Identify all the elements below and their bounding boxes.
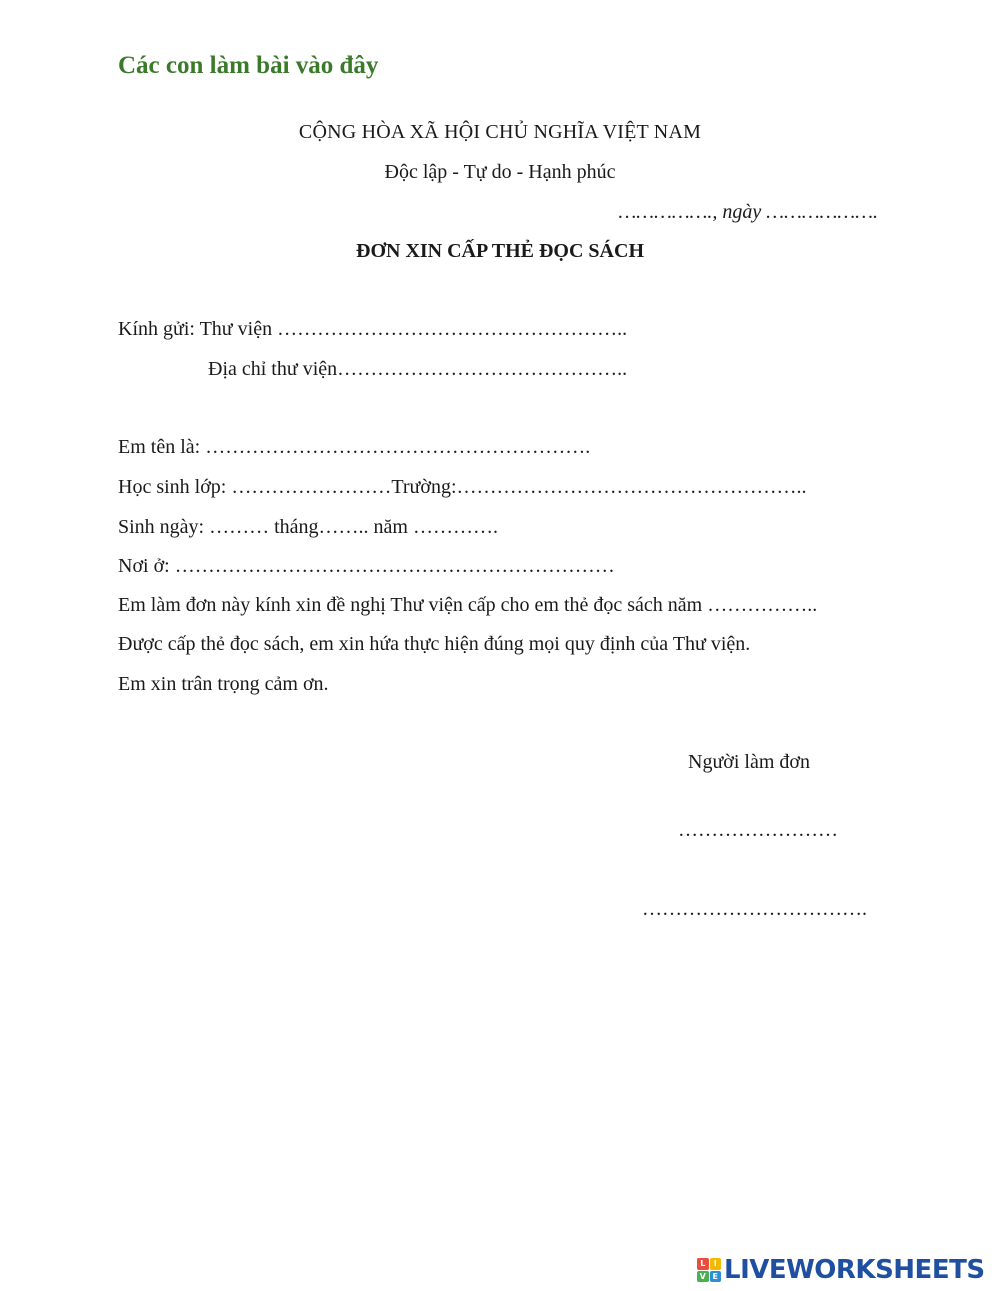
liveworksheets-logo xyxy=(697,1255,985,1285)
liveworksheets-logo-icon xyxy=(697,1258,721,1282)
promise-sentence: Được cấp thẻ đọc sách, em xin hứa thực hiện đúng mọi quy định của Thư viện. xyxy=(118,633,751,655)
liveworksheets-logo-text: LIVEWORKSHEETS xyxy=(724,1255,985,1285)
thanks-sentence: Em xin trân trọng cảm ơn. xyxy=(118,673,329,695)
field-birthdate: Sinh ngày: ……… tháng…….. năm …………. xyxy=(118,516,498,538)
date-line: ……………., ngày ………………. xyxy=(618,201,878,223)
logo-letter: E xyxy=(710,1271,722,1283)
national-motto: Độc lập - Tự do - Hạnh phúc xyxy=(384,161,616,183)
request-sentence: Em làm đơn này kính xin đề nghị Thư viện cấp cho em thẻ đọc sách năm …………….. xyxy=(118,594,818,616)
document-title: ĐƠN XIN CẤP THẺ ĐỌC SÁCH xyxy=(356,240,644,262)
instruction-heading: Các con làm bài vào đây xyxy=(118,52,379,79)
national-title: CỘNG HÒA XÃ HỘI CHỦ NGHĨA VIỆT NAM xyxy=(298,121,702,143)
signer-name-blank: ……………………………. xyxy=(642,898,867,920)
field-name: Em tên là: …………………………………………………. xyxy=(118,436,591,458)
recipient-library: Kính gửi: Thư viện …………………………………………….. xyxy=(118,318,628,340)
logo-letter: V xyxy=(697,1271,709,1283)
signature-blank: …………………… xyxy=(678,819,838,841)
signature-label: Người làm đơn xyxy=(688,751,810,773)
logo-letter: L xyxy=(697,1258,709,1270)
field-class-school: Học sinh lớp: ……………………Trường:…………………………………………….. xyxy=(118,476,807,498)
recipient-address: Địa chỉ thư viện…………………………………….. xyxy=(208,358,628,380)
logo-letter: I xyxy=(710,1258,722,1270)
field-address: Nơi ở: ………………………………………………………… xyxy=(118,555,615,577)
